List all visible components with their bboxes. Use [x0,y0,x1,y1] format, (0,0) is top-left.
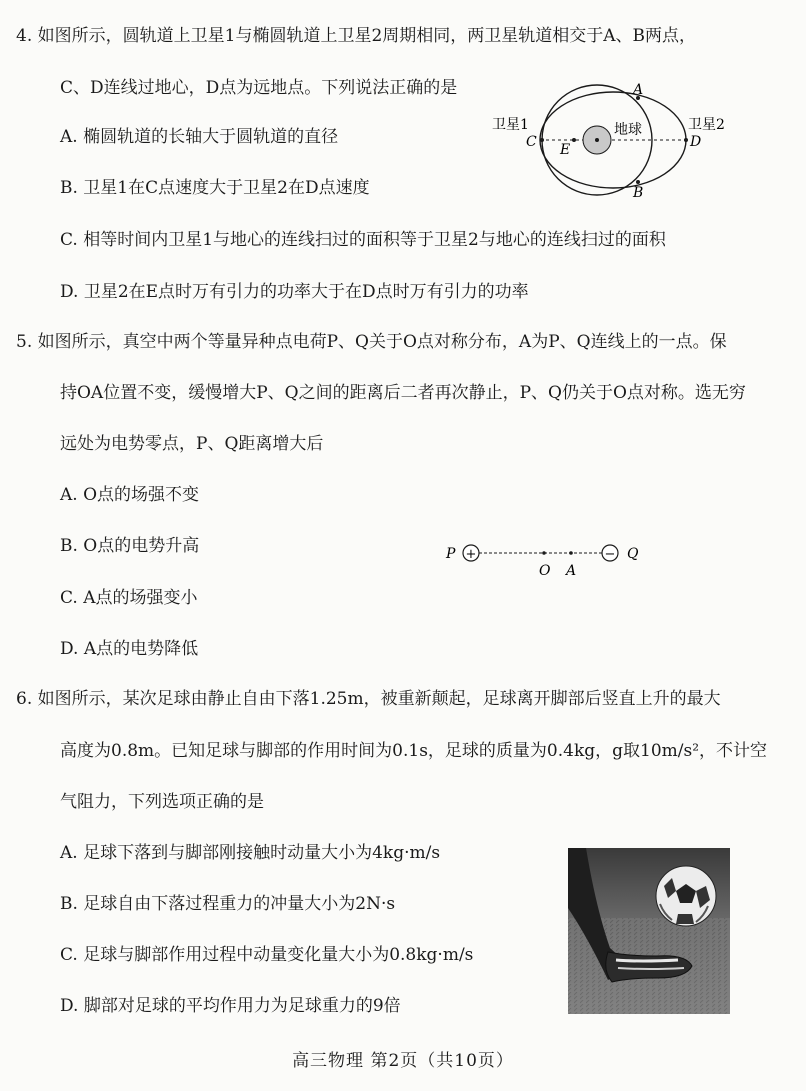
q6-option-d: D. 脚部对足球的平均作用力为足球重力的9倍 [60,996,401,1016]
label-point-d: D [690,134,702,150]
charges-diagram [440,538,660,583]
q4-option-a: A. 椭圆轨道的长轴大于圆轨道的直径 [60,127,339,147]
soccer-photo [568,848,730,1014]
q6-option-a: A. 足球下落到与脚部刚接触时动量大小为4kg·m/s [60,843,441,863]
q5-option-b: B. O点的电势升高 [60,536,200,556]
label-point-e: E [560,142,571,158]
q4-stem-line-2: C、D连线过地心，D点为远地点。下列说法正确的是 [60,78,458,98]
label-sat2: 卫星2 [688,117,725,133]
label-o: O [539,563,551,578]
q5-option-c: C. A点的场强变小 [60,588,198,608]
minus-sign: − [604,547,616,562]
q4-stem-line-1: 4. 如图所示，圆轨道上卫星1与椭圆轨道上卫星2周期相同，两卫星轨道相交于A、B两点， [16,26,697,46]
q5-option-a: A. O点的场强不变 [60,485,200,505]
q5-stem-line-3: 远处为电势零点，P、Q距离增大后 [60,434,324,454]
label-earth: 地球 [614,122,642,138]
label-q: Q [627,546,639,562]
q5-stem-line-2: 持OA位置不变，缓慢增大P、Q之间的距离后二者再次静止，P、Q仍关于O点对称。选无穷 [60,383,746,403]
label-sat1: 卫星1 [492,117,529,133]
q6-option-b: B. 足球自由下落过程重力的冲量大小为2N·s [60,894,396,914]
q4-option-d: D. 卫星2在E点时万有引力的功率大于在D点时万有引力的功率 [60,282,529,302]
label-a: A [566,563,577,578]
label-point-b: B [633,185,644,201]
q4-option-c: C. 相等时间内卫星1与地心的连线扫过的面积等于卫星2与地心的连线扫过的面积 [60,230,666,250]
page-footer: 高三物理 第2页（共10页） [292,1051,514,1071]
q6-stem-line-2: 高度为0.8m。已知足球与脚部的作用时间为0.1s，足球的质量为0.4kg，g取10m/s²，不计空 [60,741,768,761]
label-point-a: A [633,82,644,98]
q6-option-c: C. 足球与脚部作用过程中动量变化量大小为0.8kg·m/s [60,945,474,965]
label-point-c: C [526,134,537,150]
q6-stem-line-3: 气阻力，下列选项正确的是 [60,792,264,812]
plus-sign: + [465,547,477,562]
q5-stem-line-1: 5. 如图所示，真空中两个等量异种点电荷P、Q关于O点对称分布，A为P、Q连线上的一点。保 [16,332,727,352]
orbit-diagram [480,75,740,210]
q6-stem-line-1: 6. 如图所示，某次足球由静止自由下落1.25m，被重新颠起，足球离开脚部后竖直上升的最大 [16,689,721,709]
q4-option-b: B. 卫星1在C点速度大于卫星2在D点速度 [60,178,370,198]
label-p: P [446,546,456,562]
q5-option-d: D. A点的电势降低 [60,639,199,659]
